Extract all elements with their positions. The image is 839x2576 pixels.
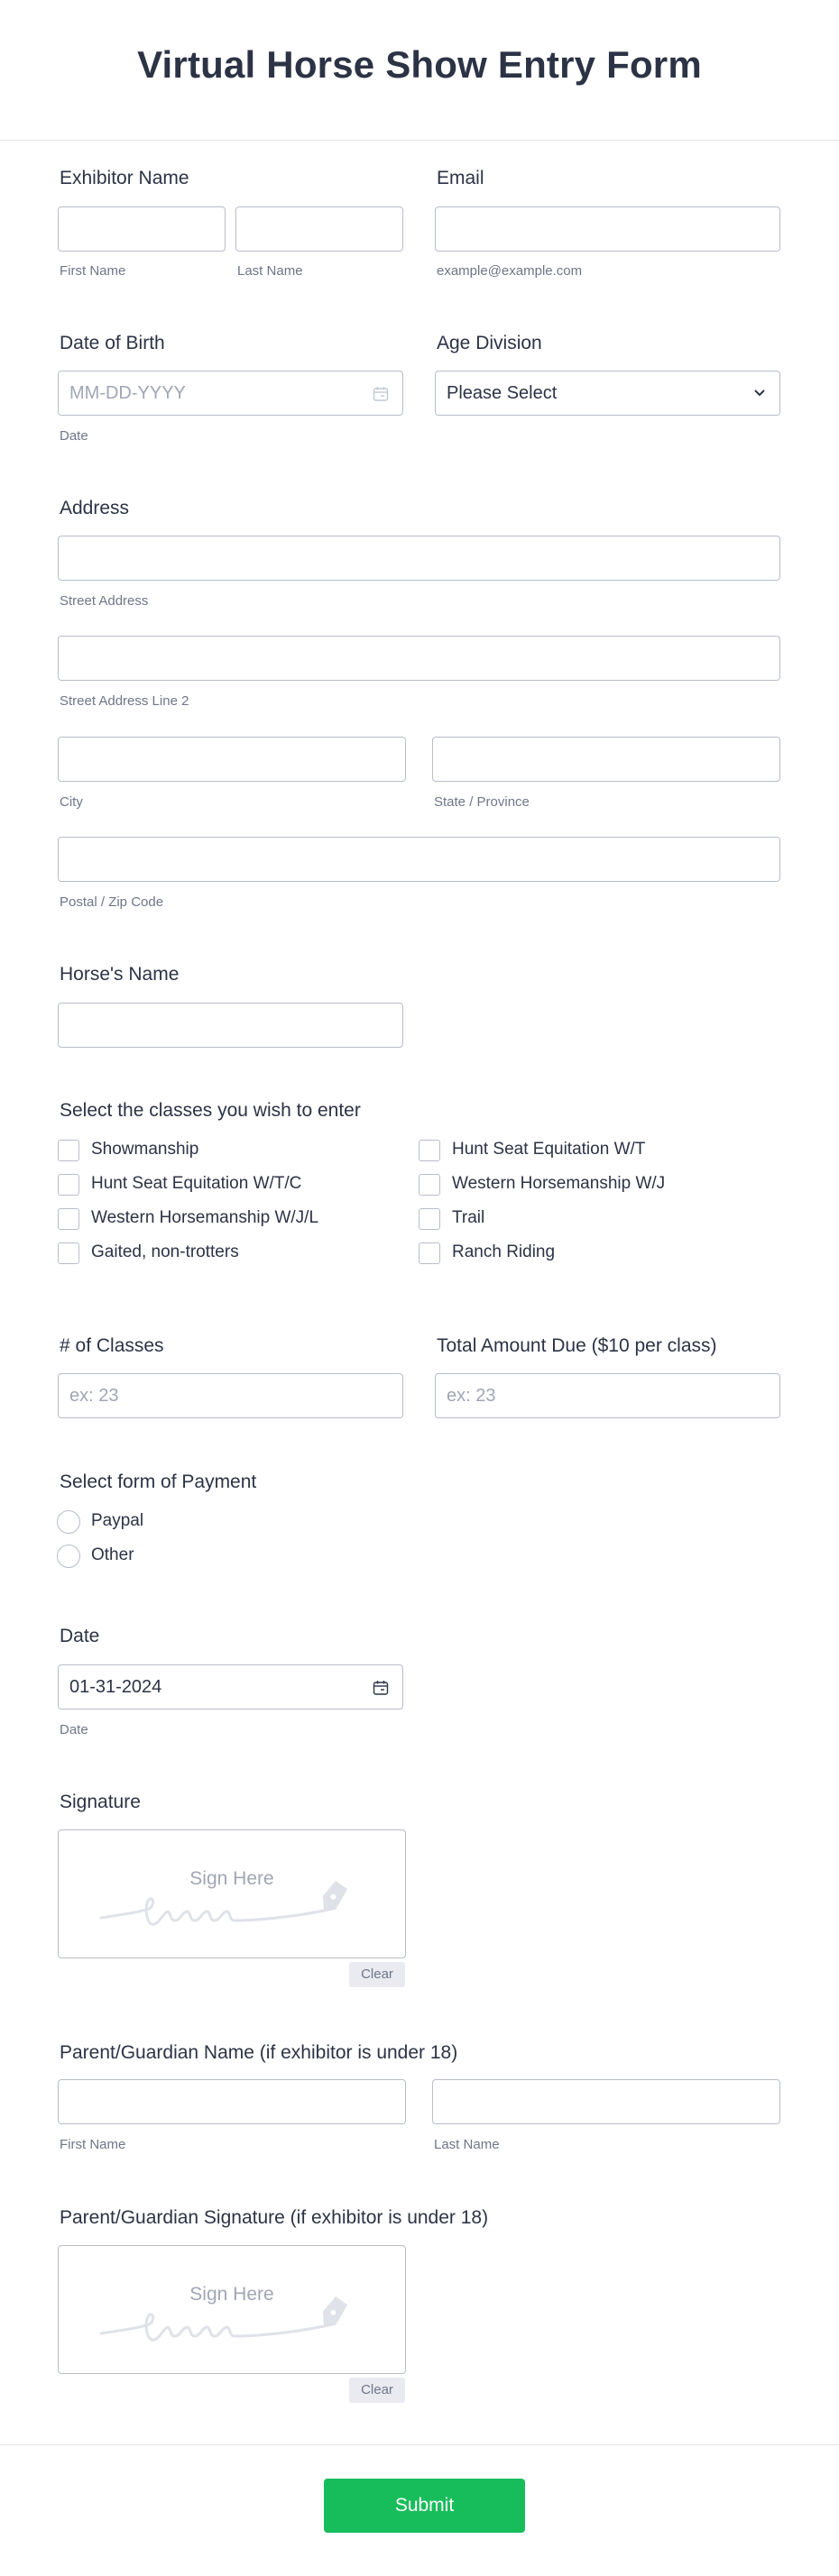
signature-clear-button[interactable]: Clear	[349, 1962, 405, 1987]
payment-radio-paypal[interactable]	[57, 1510, 80, 1534]
address-label: Address	[60, 498, 130, 518]
num-classes-label: # of Classes	[60, 1335, 164, 1356]
calendar-icon[interactable]	[373, 386, 389, 402]
guardian-last-name-sublabel: Last Name	[434, 2137, 500, 2152]
horse-name-input[interactable]	[58, 1003, 403, 1048]
class-checkbox[interactable]	[58, 1140, 79, 1161]
class-option-label: Western Horsemanship W/J	[452, 1174, 666, 1193]
total-amount-label: Total Amount Due ($10 per class)	[437, 1335, 717, 1356]
last-name-sublabel: Last Name	[237, 263, 303, 279]
class-checkbox[interactable]	[419, 1208, 440, 1230]
dob-input[interactable]	[58, 371, 403, 416]
footer-divider	[0, 2444, 839, 2445]
guardian-name-label: Parent/Guardian Name (if exhibitor is under 18)	[60, 2042, 458, 2063]
classes-label: Select the classes you wish to enter	[60, 1100, 361, 1121]
class-option-label: Western Horsemanship W/J/L	[91, 1208, 319, 1227]
date-label: Date	[60, 1626, 100, 1646]
age-division-select[interactable]	[435, 371, 780, 416]
class-option-label: Showmanship	[91, 1140, 199, 1159]
class-checkbox[interactable]	[419, 1174, 440, 1196]
guardian-first-name-input[interactable]	[58, 2079, 406, 2124]
calendar-icon[interactable]	[373, 1680, 389, 1696]
email-sublabel: example@example.com	[437, 263, 583, 279]
submit-button[interactable]: Submit	[324, 2479, 525, 2533]
state-input[interactable]	[432, 737, 780, 782]
guardian-last-name-input[interactable]	[432, 2079, 780, 2124]
total-amount-input[interactable]	[435, 1373, 780, 1418]
class-checkbox[interactable]	[419, 1242, 440, 1264]
signature-scribble-icon	[99, 1868, 370, 1940]
street-address-line2-sublabel: Street Address Line 2	[60, 693, 189, 709]
class-option-label: Gaited, non-trotters	[91, 1242, 239, 1261]
num-classes-input[interactable]	[58, 1373, 403, 1418]
class-option-label: Hunt Seat Equitation W/T	[452, 1140, 646, 1159]
payment-radio-other[interactable]	[57, 1545, 80, 1568]
guardian-signature-clear-button[interactable]: Clear	[349, 2378, 405, 2403]
payment-label: Select form of Payment	[60, 1471, 257, 1492]
horse-name-label: Horse's Name	[60, 964, 180, 985]
guardian-first-name-sublabel: First Name	[60, 2137, 126, 2152]
sign-here-text: Sign Here	[189, 1868, 274, 1889]
class-option-label: Trail	[452, 1208, 485, 1227]
dob-sublabel: Date	[60, 428, 88, 444]
exhibitor-last-name-input[interactable]	[235, 206, 403, 252]
exhibitor-name-label: Exhibitor Name	[60, 168, 189, 188]
email-label: Email	[437, 168, 484, 188]
dob-placeholder: MM-DD-YYYY	[69, 383, 186, 403]
street-address-line2-input[interactable]	[58, 636, 780, 681]
class-checkbox[interactable]	[58, 1208, 79, 1230]
date-value: 01-31-2024	[69, 1677, 162, 1697]
guardian-signature-label: Parent/Guardian Signature (if exhibitor is under 18)	[60, 2207, 489, 2228]
date-sublabel: Date	[60, 1722, 88, 1737]
class-checkbox[interactable]	[58, 1242, 79, 1264]
signature-pad[interactable]	[58, 1829, 406, 1958]
city-input[interactable]	[58, 737, 406, 782]
zip-input[interactable]	[58, 837, 780, 882]
dob-label: Date of Birth	[60, 333, 165, 353]
form-title: Virtual Horse Show Entry Form	[137, 43, 702, 86]
email-input[interactable]	[435, 206, 780, 252]
age-division-label: Age Division	[437, 333, 542, 353]
header-divider	[0, 140, 839, 141]
city-sublabel: City	[60, 794, 83, 810]
age-division-selected: Please Select	[447, 383, 558, 403]
zip-sublabel: Postal / Zip Code	[60, 894, 164, 910]
state-sublabel: State / Province	[434, 794, 530, 810]
first-name-sublabel: First Name	[60, 263, 126, 279]
sign-here-text: Sign Here	[189, 2284, 274, 2305]
payment-option-label: Paypal	[91, 1511, 144, 1530]
date-input[interactable]	[58, 1664, 403, 1710]
num-classes-placeholder: ex: 23	[69, 1386, 119, 1406]
street-address-input[interactable]	[58, 536, 780, 581]
signature-scribble-icon	[99, 2284, 370, 2356]
chevron-down-icon	[753, 389, 766, 398]
class-option-label: Hunt Seat Equitation W/T/C	[91, 1174, 302, 1193]
exhibitor-first-name-input[interactable]	[58, 206, 226, 252]
class-option-label: Ranch Riding	[452, 1242, 556, 1261]
total-amount-placeholder: ex: 23	[447, 1386, 496, 1406]
class-checkbox[interactable]	[419, 1140, 440, 1161]
signature-label: Signature	[60, 1792, 141, 1812]
payment-option-label: Other	[91, 1545, 134, 1564]
guardian-signature-pad[interactable]	[58, 2245, 406, 2374]
class-checkbox[interactable]	[58, 1174, 79, 1196]
street-address-sublabel: Street Address	[60, 593, 149, 609]
